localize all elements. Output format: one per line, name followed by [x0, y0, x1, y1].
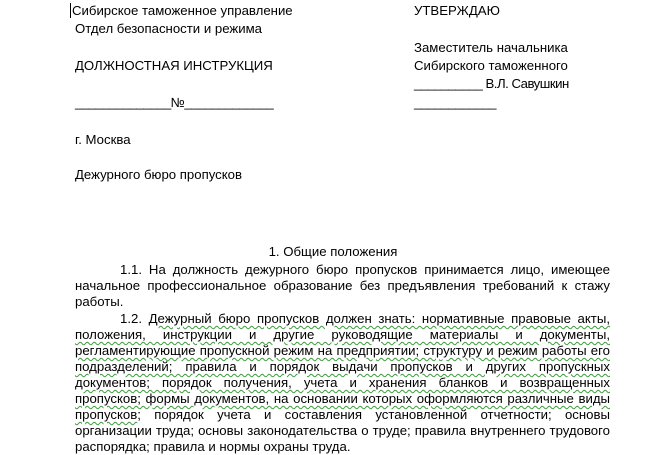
grammar-flagged-text: Дежурный бюро пропусков должен знать: нормативные правовые акты, положения, инструкции и другие руководящие материалы и документы, регламентирующие пропускной режим на предприятии; структуру и режим работы его подразделений; правила и порядок выдачи пропусков и других пропускных документов; порядок получения, учета и хранения бланков и возвращенных пропусков; формы документов, на основании которых оформляются различные виды пропусков [75, 311, 610, 422]
paragraph-1-2-number: 1.2. [120, 311, 149, 326]
org-name: Сибирское таможенное управление [72, 3, 293, 18]
position-title: Дежурного бюро пропусков [75, 167, 243, 182]
approver-title-line1: Заместитель начальника [414, 40, 568, 55]
approval-heading: УТВЕРЖДАЮ [414, 3, 500, 18]
text-cursor [70, 3, 71, 18]
approval-date-line: ____________ [414, 95, 497, 110]
paragraph-1-2 [75, 311, 610, 455]
city: г. Москва [75, 132, 131, 147]
approver-title-line2: Сибирского таможенного [414, 58, 568, 73]
department-name: Отдел безопасности и режима [75, 21, 262, 36]
paragraph-1-1: 1.1. На должность дежурного бюро пропусков принимается лицо, имеющее начальное профессиональное образование без предъявления требований к стажу работы. [75, 262, 610, 309]
paragraph-1-2-end: ; порядок учета и составления установленной отчетности; основы организации труда; основы законодательства о труде; правила внутреннего трудового распорядка; правила и нормы охраны труда. [75, 407, 610, 454]
document-number-line: ______________№_____________ [75, 95, 274, 110]
document-type: ДОЛЖНОСТНАЯ ИНСТРУКЦИЯ [75, 58, 273, 73]
approver-signature: __________ В.Л. Савушкин [414, 76, 569, 91]
section-heading: 1. Общие положения [268, 244, 398, 259]
